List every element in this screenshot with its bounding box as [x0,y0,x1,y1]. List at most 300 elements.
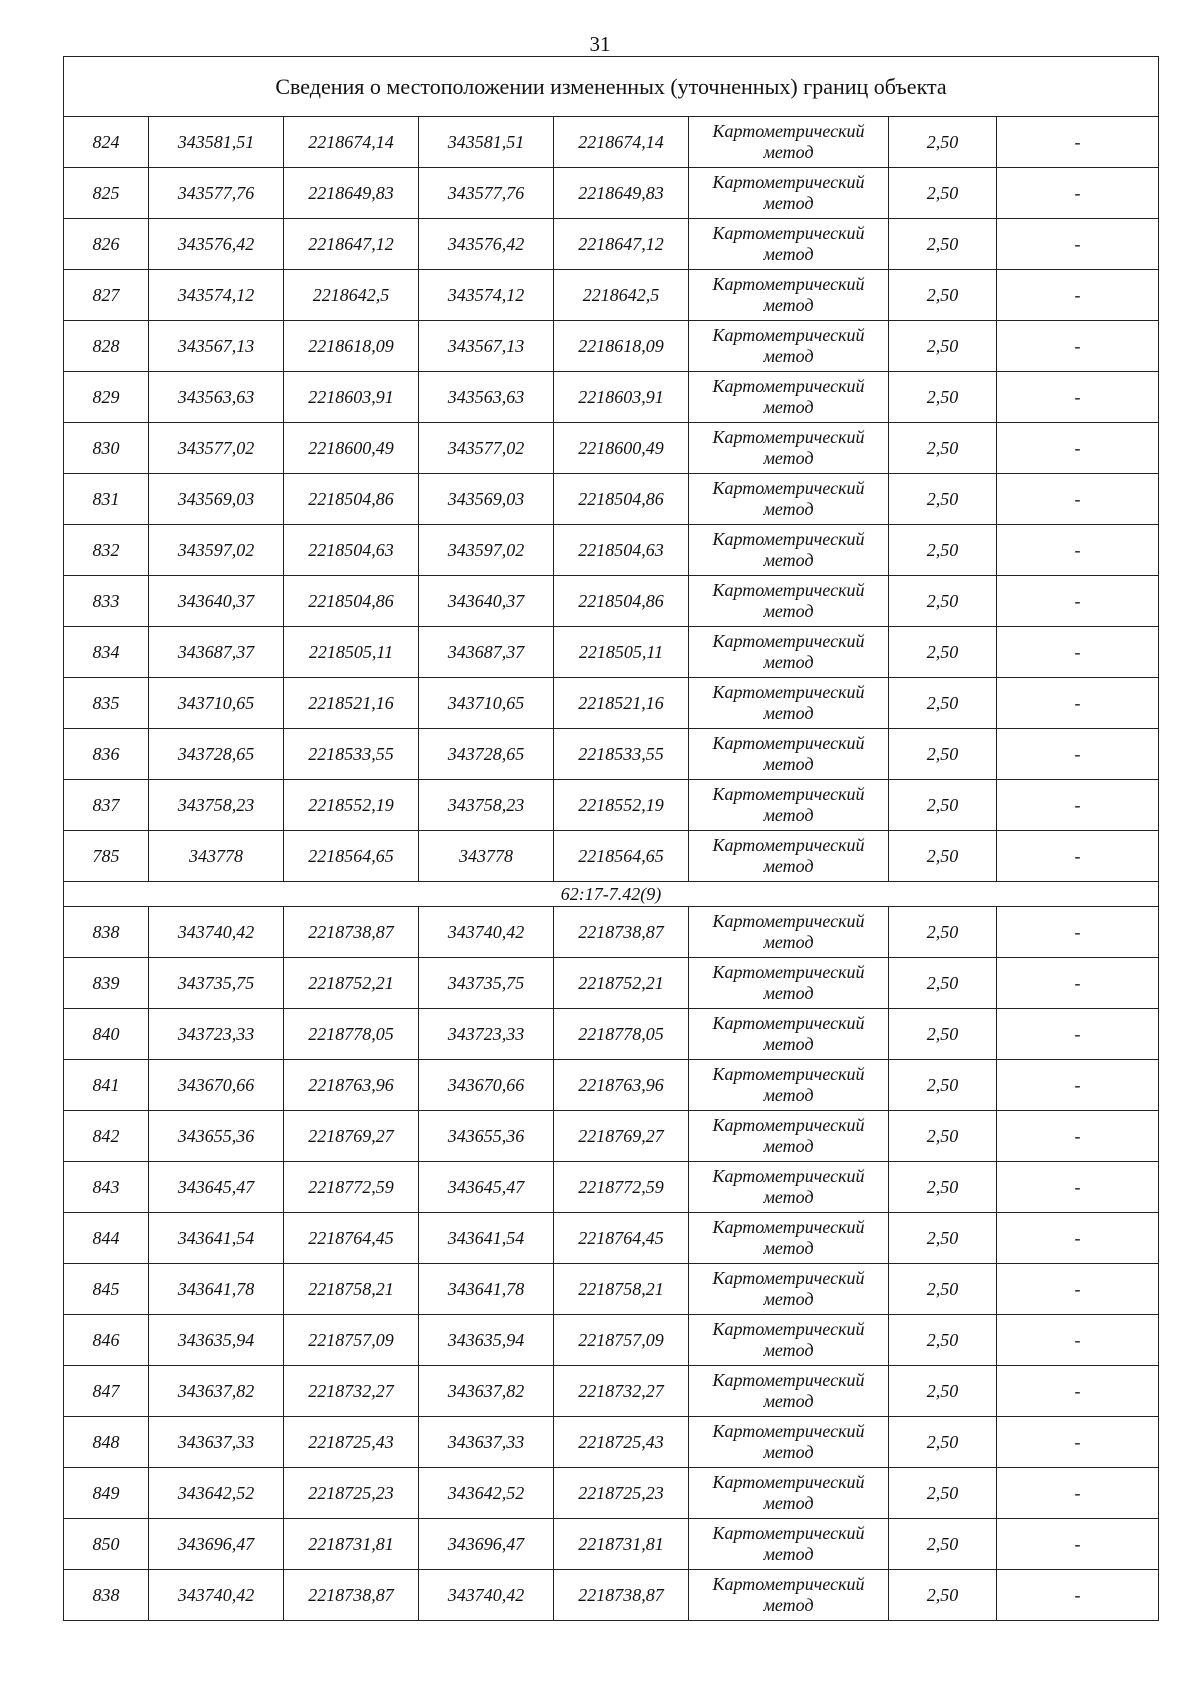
existing-y-cell: 2218533,55 [284,729,419,780]
method-line-2: метод [763,1442,814,1462]
method-line-1: Картометрический [712,580,865,600]
refined-y-cell: 2218504,86 [554,474,689,525]
extra-cell: - [997,907,1159,958]
accuracy-cell: 2,50 [889,1366,997,1417]
refined-y-cell: 2218731,81 [554,1519,689,1570]
method-cell [689,1519,889,1570]
refined-x-cell: 343687,37 [419,627,554,678]
point-number-cell: 833 [64,576,149,627]
existing-x-cell: 343635,94 [149,1315,284,1366]
page-number: 31 [589,32,611,56]
table-row [64,1213,1159,1264]
method-line-1: Картометрический [712,682,865,702]
existing-x-cell: 343563,63 [149,372,284,423]
point-number-cell: 846 [64,1315,149,1366]
extra-cell: - [997,1009,1159,1060]
method-cell [689,1417,889,1468]
refined-x-cell: 343581,51 [419,117,554,168]
method-line-1: Картометрический [712,529,865,549]
existing-y-cell: 2218763,96 [284,1060,419,1111]
accuracy-cell: 2,50 [889,525,997,576]
method-line-2: метод [763,601,814,621]
method-line-2: метод [763,244,814,264]
refined-x-cell: 343597,02 [419,525,554,576]
method-line-1: Картометрический [712,1523,865,1543]
existing-y-cell: 2218738,87 [284,907,419,958]
method-cell [689,1264,889,1315]
existing-x-cell: 343728,65 [149,729,284,780]
extra-cell: - [997,1315,1159,1366]
refined-y-cell: 2218763,96 [554,1060,689,1111]
existing-y-cell: 2218769,27 [284,1111,419,1162]
extra-cell: - [997,627,1159,678]
refined-y-cell: 2218725,43 [554,1417,689,1468]
existing-y-cell: 2218603,91 [284,372,419,423]
method-cell [689,958,889,1009]
extra-cell: - [997,678,1159,729]
method-line-2: метод [763,1340,814,1360]
method-line-2: метод [763,193,814,213]
method-line-1: Картометрический [712,1421,865,1441]
method-line-2: метод [763,142,814,162]
method-cell [689,117,889,168]
existing-x-cell: 343641,78 [149,1264,284,1315]
refined-x-cell: 343641,54 [419,1213,554,1264]
method-cell [689,780,889,831]
extra-cell: - [997,1519,1159,1570]
refined-y-cell: 2218649,83 [554,168,689,219]
method-line-1: Картометрический [712,1268,865,1288]
refined-y-cell: 2218764,45 [554,1213,689,1264]
point-number-cell: 845 [64,1264,149,1315]
refined-y-cell: 2218647,12 [554,219,689,270]
accuracy-cell: 2,50 [889,576,997,627]
point-number-cell: 850 [64,1519,149,1570]
refined-y-cell: 2218600,49 [554,423,689,474]
existing-x-cell: 343597,02 [149,525,284,576]
refined-x-cell: 343740,42 [419,907,554,958]
existing-x-cell: 343577,02 [149,423,284,474]
existing-x-cell: 343637,33 [149,1417,284,1468]
table-row [64,1417,1159,1468]
method-line-1: Картометрический [712,1217,865,1237]
accuracy-cell: 2,50 [889,1417,997,1468]
method-cell [689,321,889,372]
extra-cell: - [997,219,1159,270]
method-cell [689,1009,889,1060]
point-number-cell: 839 [64,958,149,1009]
refined-y-cell: 2218564,65 [554,831,689,882]
method-line-2: метод [763,397,814,417]
existing-y-cell: 2218647,12 [284,219,419,270]
method-line-2: метод [763,754,814,774]
section-header-row [64,882,1159,907]
accuracy-cell: 2,50 [889,1519,997,1570]
refined-y-cell: 2218757,09 [554,1315,689,1366]
refined-x-cell: 343576,42 [419,219,554,270]
table-body [64,57,1159,1621]
existing-y-cell: 2218521,16 [284,678,419,729]
method-line-1: Картометрический [712,631,865,651]
accuracy-cell: 2,50 [889,168,997,219]
extra-cell: - [997,1468,1159,1519]
point-number-cell: 825 [64,168,149,219]
refined-y-cell: 2218738,87 [554,1570,689,1621]
refined-x-cell: 343645,47 [419,1162,554,1213]
existing-y-cell: 2218649,83 [284,168,419,219]
method-line-1: Картометрический [712,733,865,753]
refined-y-cell: 2218752,21 [554,958,689,1009]
method-line-2: метод [763,1595,814,1615]
existing-x-cell: 343687,37 [149,627,284,678]
existing-y-cell: 2218642,5 [284,270,419,321]
extra-cell: - [997,958,1159,1009]
extra-cell: - [997,474,1159,525]
existing-y-cell: 2218504,86 [284,474,419,525]
existing-x-cell: 343574,12 [149,270,284,321]
existing-y-cell: 2218674,14 [284,117,419,168]
accuracy-cell: 2,50 [889,117,997,168]
method-line-2: метод [763,856,814,876]
accuracy-cell: 2,50 [889,627,997,678]
refined-x-cell: 343640,37 [419,576,554,627]
accuracy-cell: 2,50 [889,372,997,423]
refined-y-cell: 2218552,19 [554,780,689,831]
method-line-2: метод [763,1187,814,1207]
method-line-2: метод [763,1034,814,1054]
existing-y-cell: 2218738,87 [284,1570,419,1621]
accuracy-cell: 2,50 [889,780,997,831]
existing-y-cell: 2218757,09 [284,1315,419,1366]
refined-x-cell: 343723,33 [419,1009,554,1060]
existing-x-cell: 343670,66 [149,1060,284,1111]
existing-x-cell: 343641,54 [149,1213,284,1264]
existing-y-cell: 2218725,43 [284,1417,419,1468]
refined-x-cell: 343642,52 [419,1468,554,1519]
table-row [64,219,1159,270]
method-cell [689,1315,889,1366]
extra-cell: - [997,372,1159,423]
existing-x-cell: 343710,65 [149,678,284,729]
point-number-cell: 838 [64,907,149,958]
existing-x-cell: 343696,47 [149,1519,284,1570]
method-cell [689,831,889,882]
refined-x-cell: 343655,36 [419,1111,554,1162]
refined-x-cell: 343778 [419,831,554,882]
method-line-2: метод [763,346,814,366]
method-line-1: Картометрический [712,1115,865,1135]
table-row [64,729,1159,780]
refined-x-cell: 343735,75 [419,958,554,1009]
table-row [64,270,1159,321]
method-line-2: метод [763,1238,814,1258]
table-row [64,1570,1159,1621]
refined-x-cell: 343758,23 [419,780,554,831]
point-number-cell: 785 [64,831,149,882]
extra-cell: - [997,729,1159,780]
existing-x-cell: 343577,76 [149,168,284,219]
existing-x-cell: 343758,23 [149,780,284,831]
method-line-2: метод [763,499,814,519]
existing-y-cell: 2218600,49 [284,423,419,474]
extra-cell: - [997,321,1159,372]
method-cell [689,576,889,627]
table-title: Сведения о местоположении измененных (уточненных) границ объекта [64,57,1159,117]
point-number-cell: 848 [64,1417,149,1468]
method-line-2: метод [763,983,814,1003]
point-number-cell: 847 [64,1366,149,1417]
refined-y-cell: 2218504,63 [554,525,689,576]
method-cell [689,1111,889,1162]
refined-y-cell: 2218521,16 [554,678,689,729]
accuracy-cell: 2,50 [889,1009,997,1060]
method-line-1: Картометрический [712,121,865,141]
refined-x-cell: 343641,78 [419,1264,554,1315]
refined-y-cell: 2218772,59 [554,1162,689,1213]
refined-x-cell: 343577,02 [419,423,554,474]
existing-y-cell: 2218618,09 [284,321,419,372]
section-header: 62:17-7.42(9) [64,882,1159,907]
method-line-1: Картометрический [712,962,865,982]
method-cell [689,627,889,678]
accuracy-cell: 2,50 [889,907,997,958]
existing-y-cell: 2218732,27 [284,1366,419,1417]
method-line-1: Картометрический [712,223,865,243]
point-number-cell: 829 [64,372,149,423]
accuracy-cell: 2,50 [889,678,997,729]
accuracy-cell: 2,50 [889,474,997,525]
point-number-cell: 828 [64,321,149,372]
table-row [64,321,1159,372]
refined-x-cell: 343670,66 [419,1060,554,1111]
refined-x-cell: 343637,82 [419,1366,554,1417]
table-row [64,1468,1159,1519]
method-line-2: метод [763,703,814,723]
method-cell [689,270,889,321]
method-line-1: Картометрический [712,1472,865,1492]
method-line-2: метод [763,1136,814,1156]
extra-cell: - [997,1162,1159,1213]
existing-x-cell: 343740,42 [149,907,284,958]
point-number-cell: 843 [64,1162,149,1213]
extra-cell: - [997,1366,1159,1417]
refined-x-cell: 343696,47 [419,1519,554,1570]
method-line-1: Картометрический [712,427,865,447]
existing-y-cell: 2218504,63 [284,525,419,576]
method-cell [689,678,889,729]
refined-x-cell: 343740,42 [419,1570,554,1621]
method-cell [689,1570,889,1621]
refined-y-cell: 2218732,27 [554,1366,689,1417]
accuracy-cell: 2,50 [889,1264,997,1315]
method-line-2: метод [763,1493,814,1513]
extra-cell: - [997,168,1159,219]
refined-x-cell: 343710,65 [419,678,554,729]
refined-y-cell: 2218533,55 [554,729,689,780]
point-number-cell: 844 [64,1213,149,1264]
method-line-2: метод [763,652,814,672]
existing-y-cell: 2218758,21 [284,1264,419,1315]
extra-cell: - [997,1213,1159,1264]
refined-x-cell: 343637,33 [419,1417,554,1468]
table-row [64,1519,1159,1570]
method-cell [689,1213,889,1264]
point-number-cell: 831 [64,474,149,525]
accuracy-cell: 2,50 [889,219,997,270]
method-line-1: Картометрический [712,478,865,498]
method-line-1: Картометрический [712,911,865,931]
refined-y-cell: 2218674,14 [554,117,689,168]
extra-cell: - [997,1417,1159,1468]
existing-y-cell: 2218772,59 [284,1162,419,1213]
method-line-2: метод [763,932,814,952]
method-cell [689,1162,889,1213]
accuracy-cell: 2,50 [889,831,997,882]
method-line-1: Картометрический [712,1166,865,1186]
point-number-cell: 842 [64,1111,149,1162]
refined-y-cell: 2218618,09 [554,321,689,372]
table-row [64,525,1159,576]
extra-cell: - [997,1060,1159,1111]
existing-x-cell: 343655,36 [149,1111,284,1162]
table-row [64,117,1159,168]
method-line-1: Картометрический [712,376,865,396]
extra-cell: - [997,525,1159,576]
method-line-1: Картометрический [712,1574,865,1594]
method-line-1: Картометрический [712,1319,865,1339]
existing-y-cell: 2218778,05 [284,1009,419,1060]
extra-cell: - [997,780,1159,831]
table-row [64,1162,1159,1213]
accuracy-cell: 2,50 [889,1162,997,1213]
existing-x-cell: 343642,52 [149,1468,284,1519]
method-line-1: Картометрический [712,325,865,345]
method-line-1: Картометрический [712,784,865,804]
refined-y-cell: 2218738,87 [554,907,689,958]
boundary-coordinates-table [63,56,1159,1621]
method-cell [689,1468,889,1519]
refined-x-cell: 343728,65 [419,729,554,780]
extra-cell: - [997,1570,1159,1621]
refined-y-cell: 2218758,21 [554,1264,689,1315]
table-row [64,627,1159,678]
extra-cell: - [997,576,1159,627]
accuracy-cell: 2,50 [889,1111,997,1162]
existing-x-cell: 343637,82 [149,1366,284,1417]
extra-cell: - [997,423,1159,474]
method-line-2: метод [763,550,814,570]
point-number-cell: 827 [64,270,149,321]
refined-x-cell: 343569,03 [419,474,554,525]
refined-x-cell: 343574,12 [419,270,554,321]
method-line-1: Картометрический [712,835,865,855]
point-number-cell: 826 [64,219,149,270]
refined-x-cell: 343577,76 [419,168,554,219]
existing-x-cell: 343735,75 [149,958,284,1009]
point-number-cell: 832 [64,525,149,576]
point-number-cell: 849 [64,1468,149,1519]
refined-y-cell: 2218603,91 [554,372,689,423]
refined-y-cell: 2218769,27 [554,1111,689,1162]
extra-cell: - [997,1111,1159,1162]
method-cell [689,372,889,423]
accuracy-cell: 2,50 [889,1315,997,1366]
extra-cell: - [997,831,1159,882]
existing-y-cell: 2218505,11 [284,627,419,678]
method-line-2: метод [763,1289,814,1309]
existing-x-cell: 343569,03 [149,474,284,525]
method-cell [689,729,889,780]
accuracy-cell: 2,50 [889,321,997,372]
existing-x-cell: 343567,13 [149,321,284,372]
accuracy-cell: 2,50 [889,270,997,321]
method-cell [689,168,889,219]
method-line-2: метод [763,295,814,315]
accuracy-cell: 2,50 [889,1060,997,1111]
existing-y-cell: 2218504,86 [284,576,419,627]
existing-x-cell: 343640,37 [149,576,284,627]
existing-x-cell: 343723,33 [149,1009,284,1060]
existing-x-cell: 343645,47 [149,1162,284,1213]
accuracy-cell: 2,50 [889,423,997,474]
extra-cell: - [997,117,1159,168]
point-number-cell: 838 [64,1570,149,1621]
existing-y-cell: 2218731,81 [284,1519,419,1570]
table-row [64,1111,1159,1162]
point-number-cell: 836 [64,729,149,780]
existing-x-cell: 343778 [149,831,284,882]
point-number-cell: 841 [64,1060,149,1111]
table-row [64,1366,1159,1417]
table-row [64,780,1159,831]
table-row [64,372,1159,423]
refined-y-cell: 2218778,05 [554,1009,689,1060]
method-line-1: Картометрический [712,1013,865,1033]
existing-y-cell: 2218552,19 [284,780,419,831]
method-line-1: Картометрический [712,1064,865,1084]
accuracy-cell: 2,50 [889,729,997,780]
table-row [64,1060,1159,1111]
table-row [64,831,1159,882]
existing-y-cell: 2218725,23 [284,1468,419,1519]
refined-y-cell: 2218504,86 [554,576,689,627]
refined-x-cell: 343563,63 [419,372,554,423]
method-line-1: Картометрический [712,1370,865,1390]
table-row [64,907,1159,958]
existing-y-cell: 2218764,45 [284,1213,419,1264]
method-cell [689,219,889,270]
refined-y-cell: 2218505,11 [554,627,689,678]
method-cell [689,423,889,474]
existing-x-cell: 343740,42 [149,1570,284,1621]
method-cell [689,1060,889,1111]
accuracy-cell: 2,50 [889,1570,997,1621]
refined-x-cell: 343635,94 [419,1315,554,1366]
method-line-2: метод [763,1085,814,1105]
method-cell [689,525,889,576]
refined-x-cell: 343567,13 [419,321,554,372]
point-number-cell: 830 [64,423,149,474]
method-line-2: метод [763,1544,814,1564]
table-row [64,423,1159,474]
point-number-cell: 835 [64,678,149,729]
method-line-2: метод [763,448,814,468]
refined-y-cell: 2218642,5 [554,270,689,321]
method-cell [689,1366,889,1417]
point-number-cell: 824 [64,117,149,168]
table-row [64,1264,1159,1315]
extra-cell: - [997,270,1159,321]
